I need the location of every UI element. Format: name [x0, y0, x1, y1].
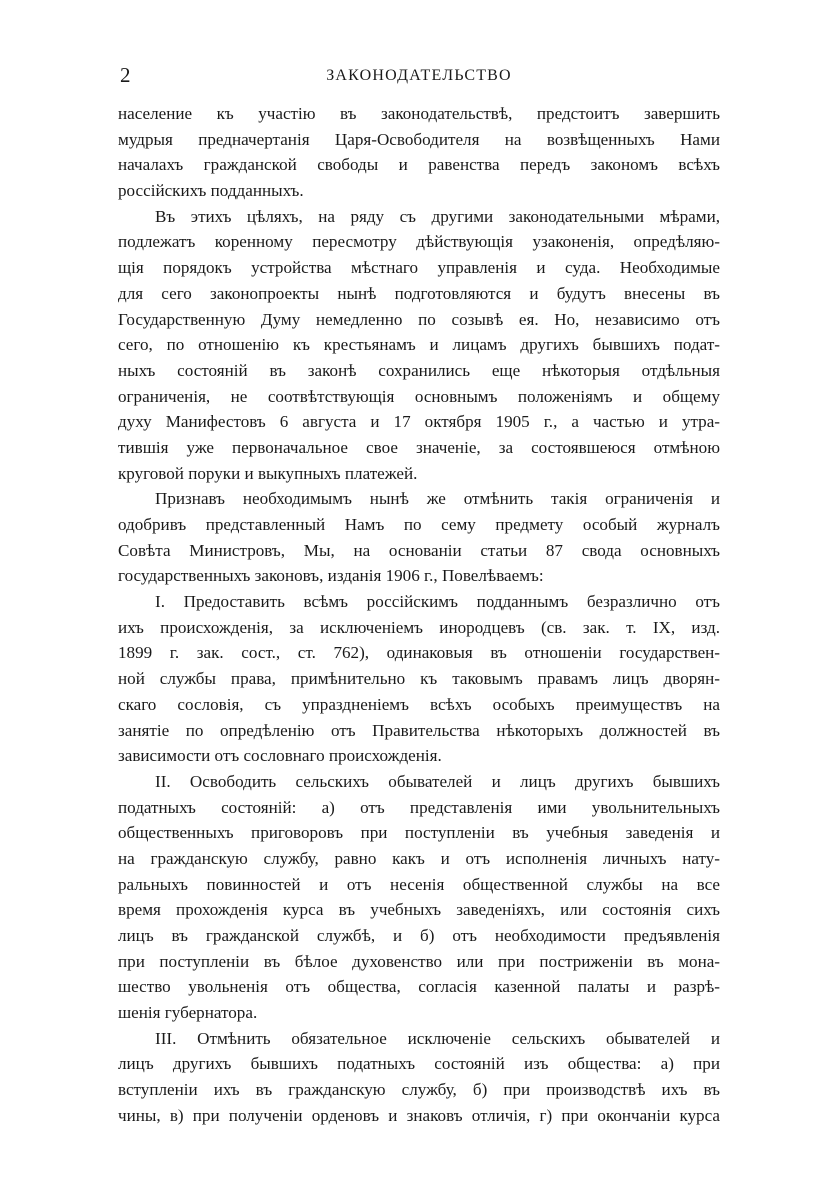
text-line: податныхъ состояній: а) отъ представленія ими увольнительныхъ	[118, 797, 720, 817]
text-line: время прохожденія курса въ учебныхъ заведеніяхъ, или состоянія сихъ	[118, 900, 720, 920]
text-line: шенія губернатора.	[118, 1003, 258, 1023]
text-line: Признавъ необходимымъ нынѣ же отмѣнить такія ограниченія и	[155, 489, 720, 509]
running-title: ЗАКОНОДАТЕЛЬСТВО	[326, 67, 512, 84]
text-line: Въ этихъ цѣляхъ, на ряду съ другими законодательными мѣрами,	[155, 206, 720, 226]
paragraph-reforms	[118, 204, 720, 487]
paragraph-continuation	[118, 101, 720, 204]
text-line: россійскихъ подданныхъ.	[118, 181, 304, 201]
text-line: государственныхъ законовъ, изданія 1906 г., Повелѣваемъ:	[118, 566, 544, 586]
article-ii	[118, 769, 720, 1026]
text-line: вступленіи ихъ въ гражданскую службу, б) при производствѣ ихъ въ	[118, 1080, 720, 1100]
text-line: чины, в) при полученіи орденовъ и знаковъ отличія, г) при окончаніи курса	[118, 1105, 720, 1125]
text-line: лицъ другихъ бывшихъ податныхъ состояній изъ общества: а) при	[118, 1054, 720, 1074]
text-line: ныхъ состояній въ законѣ сохранились еще нѣкоторыя отдѣльныя	[118, 360, 720, 380]
article-iii	[118, 1026, 720, 1129]
text-line: скаго сословія, съ упраздненіемъ всѣхъ особыхъ преимуществъ на	[118, 694, 720, 714]
text-line: занятіе по опредѣленію отъ Правительства нѣкоторыхъ должностей въ	[118, 720, 720, 740]
text-line: 1899 г. зак. сост., ст. 762), одинаковыя въ отношеніи государствен-	[118, 643, 720, 663]
text-line: зависимости отъ сословнаго происхожденія.	[118, 746, 442, 766]
text-line: тившія уже первоначальное свое значеніе, за состоявшеюся отмѣною	[118, 437, 720, 457]
page-header	[118, 62, 720, 90]
text-line: при поступленіи въ бѣлое духовенство или при постриженіи въ мона-	[118, 951, 720, 971]
text-line: I. Предоставить всѣмъ россійскимъ подданнымъ безразлично отъ	[155, 592, 720, 612]
page-number: 2	[120, 63, 131, 87]
body-text	[118, 101, 720, 1129]
text-line: Совѣта Министровъ, Мы, на основаніи статьи 87 свода основныхъ	[118, 540, 720, 560]
text-line: шество увольненія отъ общества, согласія казенной палаты и разрѣ-	[118, 977, 720, 997]
text-line: одобривъ представленный Намъ по сему предмету особый журналъ	[118, 515, 720, 534]
text-line: Государственную Думу немедленно по созывѣ ея. Но, независимо отъ	[118, 309, 720, 329]
text-line: круговой поруки и выкупныхъ платежей.	[118, 463, 418, 483]
text-line: население къ участію въ законодательствѣ, предстоитъ завершить	[118, 104, 720, 123]
text-line: сего, по отношенію къ крестьянамъ и лицамъ другихъ бывшихъ подат-	[118, 335, 720, 355]
text-line: началахъ гражданской свободы и равенства передъ закономъ всѣхъ	[118, 155, 720, 175]
text-line: для сего законопроекты нынѣ подготовляются и будутъ внесены въ	[118, 283, 720, 303]
paragraph-decree	[118, 486, 720, 589]
text-line: ограниченія, не соотвѣтствующія основнымъ положеніямъ и общему	[118, 386, 720, 406]
text-line: на гражданскую службу, равно какъ и отъ исполненія личныхъ нату-	[118, 848, 720, 868]
text-line: ральныхъ повинностей и отъ несенія общественной службы на все	[118, 874, 720, 894]
text-line: подлежатъ коренному пересмотру дѣйствующія узаконенія, опредѣляю-	[118, 232, 720, 252]
text-line: лицъ въ гражданской службѣ, и б) отъ необходимости предъявленія	[118, 926, 720, 945]
text-line: ной службы права, примѣнительно къ таковымъ правамъ лицъ дворян-	[118, 669, 720, 689]
text-line: мудрыя предначертанія Царя-Освободителя на возвѣщенныхъ Нами	[118, 129, 720, 149]
text-line: II. Освободить сельскихъ обывателей и лицъ другихъ бывшихъ	[155, 771, 720, 791]
text-line: III. Отмѣнить обязательное исключеніе сельскихъ обывателей и	[155, 1028, 720, 1048]
text-line: щія порядокъ устройства мѣстнаго управленія и суда. Необходимые	[118, 258, 720, 278]
article-i	[118, 589, 720, 769]
text-line: ихъ происхожденія, за исключеніемъ инородцевъ (св. зак. т. IX, изд.	[118, 617, 720, 637]
text-line: общественныхъ приговоровъ при поступленіи въ учебныя заведенія и	[118, 823, 720, 843]
text-line: духу Манифестовъ 6 августа и 17 октября 1905 г., а частью и утра-	[118, 412, 720, 432]
